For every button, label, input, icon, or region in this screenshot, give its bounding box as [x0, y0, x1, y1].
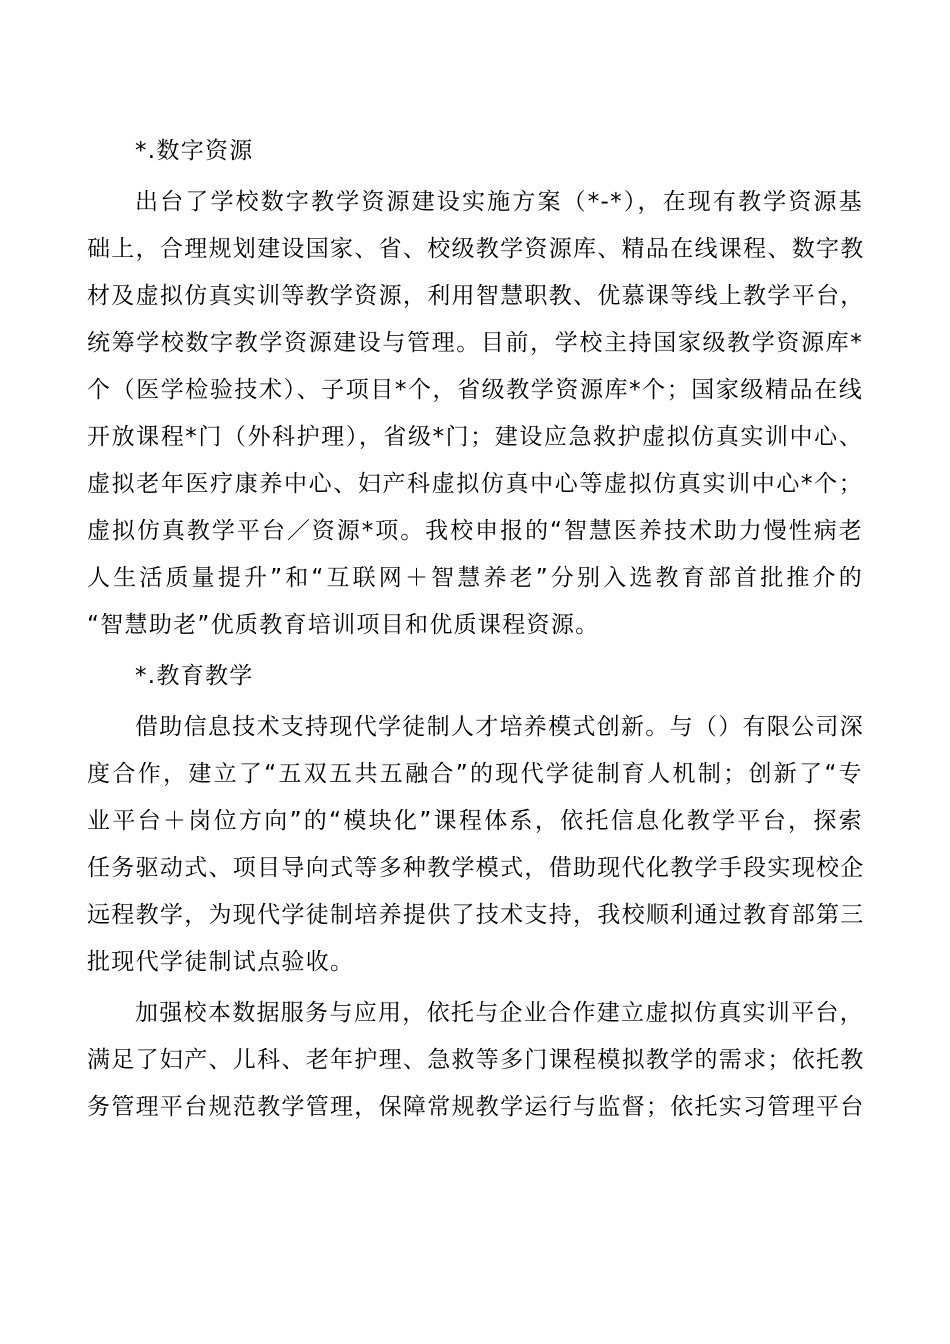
text-line: 度合作，建立了“五双五共五融合”的现代学徒制育人机制；创新了“专	[87, 761, 863, 787]
text-line: 远程教学，为现代学徒制培养提供了技术支持，我校顺利通过教育部第三	[87, 902, 865, 928]
text-line: 批现代学徒制试点验收。	[87, 949, 355, 975]
text-line: 人生活质量提升”和“互联网＋智慧养老”分别入选教育部首批推介的	[87, 565, 863, 591]
paragraph-apprenticeship	[87, 704, 863, 986]
text-line: 出台了学校数字教学资源建设实施方案（*-*），在现有教学资源基	[135, 189, 863, 215]
text-line: 虚拟老年医疗康养中心、妇产科虚拟仿真中心等虚拟仿真实训中心*个；	[87, 471, 863, 497]
paragraph-digital-resources	[87, 179, 863, 649]
text-line: 务管理平台规范教学管理，保障常规教学运行与监督；依托实习管理平台	[87, 1094, 865, 1120]
text-line: 业平台＋岗位方向”的“模块化”课程体系，依托信息化教学平台，探索	[87, 808, 863, 834]
text-line: 借助信息技术支持现代学徒制人才培养模式创新。与（）有限公司深	[135, 714, 864, 740]
section-heading-education-teaching: *.教育教学	[135, 663, 254, 689]
text-line: 开放课程*门（外科护理），省级*门；建设应急救护虚拟仿真实训中心、	[87, 424, 863, 450]
section-heading-digital-resources: *.数字资源	[135, 138, 254, 164]
text-line: 虚拟仿真教学平台／资源*项。我校申报的“智慧医养技术助力慢性病老	[87, 518, 863, 544]
paragraph-data-services	[87, 990, 863, 1131]
text-line: “智慧助老”优质教育培训项目和优质课程资源。	[87, 612, 600, 638]
text-line: 满足了妇产、儿科、老年护理、急救等多门课程模拟教学的需求；依托教	[87, 1047, 865, 1073]
text-line: 础上，合理规划建设国家、省、校级教学资源库、精品在线课程、数字教	[87, 236, 865, 262]
text-line: 个（医学检验技术）、子项目*个，省级教学资源库*个；国家级精品在线	[87, 377, 863, 403]
document-body	[87, 128, 863, 1135]
text-line: 材及虚拟仿真实训等教学资源，利用智慧职教、优慕课等线上教学平台，	[87, 283, 865, 309]
text-line: 加强校本数据服务与应用，依托与企业合作建立虚拟仿真实训平台，	[135, 1000, 864, 1026]
text-line: 任务驱动式、项目导向式等多种教学模式，借助现代化教学手段实现校企	[87, 855, 865, 881]
text-line: 统筹学校数字教学资源建设与管理。目前，学校主持国家级教学资源库*	[87, 330, 863, 356]
